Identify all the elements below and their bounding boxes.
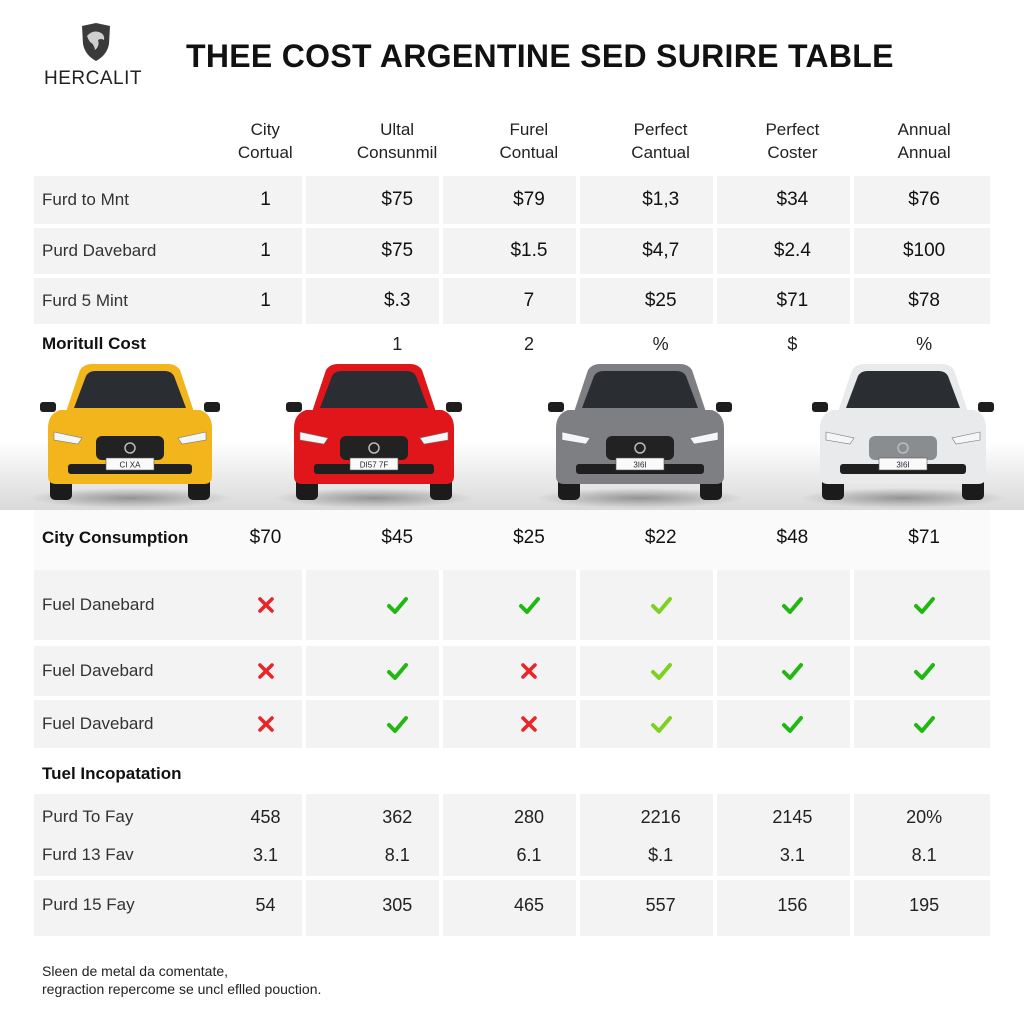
table-cell: 2216 [640, 806, 681, 827]
table-cell: $45 [381, 527, 414, 548]
column-header: Perfect Cantual [631, 120, 690, 162]
column-divider [439, 570, 443, 748]
column-divider [576, 794, 580, 936]
checkmark-icon [386, 594, 408, 616]
row-label: Fuel Davebard [42, 661, 154, 680]
cross-icon [255, 660, 277, 682]
row-label: Purd To Fay [42, 807, 134, 826]
column-header: Ultal Consunmil [356, 120, 438, 162]
section-label: Moritull Cost [42, 334, 146, 353]
row-label: Purd 15 Fay [42, 895, 135, 914]
table-cell: 465 [513, 894, 544, 915]
footnote-line: Sleen de metal da comentate, [42, 963, 229, 979]
table-cell: $1,3 [642, 189, 680, 210]
table-cell: 8.1 [384, 844, 410, 865]
table-row [34, 176, 990, 224]
table-row [34, 570, 990, 640]
status-mark [200, 660, 332, 682]
table-cell: 3.1 [779, 844, 805, 865]
table-cell: 280 [513, 806, 544, 827]
table-cell: $34 [776, 189, 809, 210]
status-mark [331, 594, 463, 616]
column-divider [439, 794, 443, 936]
table-row [34, 646, 990, 696]
table-cell: % [916, 333, 933, 354]
table-cell: $25 [513, 527, 545, 548]
column-divider [302, 176, 306, 324]
checkmark-icon [650, 660, 672, 682]
table-cell: $100 [902, 240, 946, 261]
table-row [34, 886, 990, 924]
status-mark [727, 713, 859, 735]
row-label: Purd Davebard [42, 241, 157, 260]
license-plate-text: 3I6I [896, 460, 910, 470]
page-title: THEE COST ARGENTINE SED SURIRE TABLE [186, 38, 894, 74]
section-label: Tuel Incopatation [42, 764, 182, 783]
row-label: City Consumption [42, 528, 189, 547]
table-cell: $25 [644, 290, 677, 311]
table-row [34, 700, 990, 748]
table-cell: $75 [381, 240, 414, 261]
brand-name: HERCALIT [44, 68, 142, 89]
row-label: Fuel Danebard [42, 595, 155, 614]
table-cell: 6.1 [516, 844, 542, 865]
cross-icon [518, 713, 540, 735]
brand-logo [40, 22, 152, 90]
cross-icon [255, 594, 277, 616]
table-row [34, 228, 990, 274]
cross-icon [518, 660, 540, 682]
table-row [34, 512, 990, 564]
license-plate-text: CI XA [119, 460, 141, 470]
table-cell: $70 [249, 527, 282, 548]
table-cell: 305 [382, 894, 413, 915]
table-cell: % [652, 333, 669, 354]
column-divider [302, 570, 306, 748]
column-divider [850, 570, 854, 748]
table-cell: 195 [909, 894, 940, 915]
status-mark [727, 594, 859, 616]
table-cell: $76 [908, 189, 940, 210]
status-mark [858, 660, 990, 682]
checkmark-icon [913, 660, 935, 682]
table-row [34, 838, 990, 872]
status-mark [200, 713, 332, 735]
table-cell: 3.1 [253, 844, 279, 865]
cars-illustration [0, 358, 1024, 510]
table-row [34, 800, 990, 834]
table-cell: 2 [523, 333, 534, 354]
column-header: City Cortual [237, 120, 293, 162]
table-cell: 362 [382, 806, 413, 827]
checkmark-icon [913, 713, 935, 735]
checkmark-icon [781, 713, 803, 735]
table-cell: 8.1 [911, 844, 937, 865]
table-row [34, 278, 990, 324]
checkmark-icon [913, 594, 935, 616]
checkmark-icon [386, 713, 408, 735]
shield-logo-icon [79, 22, 113, 62]
table-cell: $22 [644, 527, 677, 548]
column-divider [576, 570, 580, 748]
checkmark-icon [650, 594, 672, 616]
status-mark [331, 660, 463, 682]
table-cell: 1 [260, 290, 271, 311]
footnote-line: regraction repercome se uncl eflled pouction. [42, 981, 322, 997]
column-divider [713, 570, 717, 748]
table-cell: $.1 [648, 844, 674, 865]
status-mark [858, 594, 990, 616]
table-cell: $75 [381, 189, 414, 210]
table-cell: 54 [255, 894, 276, 915]
table-cell: $78 [908, 290, 940, 311]
column-divider [850, 794, 854, 936]
cross-icon [255, 713, 277, 735]
status-mark [595, 594, 727, 616]
car-yellow [28, 364, 231, 508]
table-cell: 7 [523, 290, 535, 311]
column-divider [576, 176, 580, 324]
table-cell: $4,7 [642, 240, 680, 261]
table-cell: 2145 [772, 806, 813, 827]
table-cell: $48 [776, 527, 809, 548]
column-headers [34, 118, 990, 164]
row-label: Furd 5 Mint [42, 291, 128, 310]
table-cell: $ [787, 333, 798, 354]
status-mark [331, 713, 463, 735]
table-cell: $79 [513, 189, 545, 210]
checkmark-icon [386, 660, 408, 682]
column-divider [713, 794, 717, 936]
car-red [275, 364, 473, 508]
status-mark [595, 713, 727, 735]
table-cell: 557 [645, 894, 676, 915]
table-cell: $1.5 [510, 240, 548, 261]
table-cell: 458 [250, 806, 281, 827]
license-plate-text: DI57 7F [359, 460, 389, 470]
table-cell: $71 [908, 527, 940, 548]
row-label: Furd to Mnt [42, 190, 129, 209]
footnote [42, 962, 321, 998]
cars-image-strip [0, 358, 1024, 510]
column-header: Annual Annual [897, 120, 951, 162]
column-divider [302, 794, 306, 936]
table-cell: 1 [260, 189, 271, 210]
checkmark-icon [781, 594, 803, 616]
status-mark [200, 594, 332, 616]
car-white [800, 364, 1006, 508]
status-mark [727, 660, 859, 682]
license-plate-text: 3I6I [633, 460, 647, 470]
section-row [34, 760, 990, 788]
status-mark [858, 713, 990, 735]
table-cell: 1 [392, 333, 403, 354]
section-row [34, 330, 990, 358]
column-divider [439, 176, 443, 324]
table-cell: 20% [906, 806, 943, 827]
table-cell: $2.4 [773, 240, 811, 261]
row-label: Fuel Davebard [42, 714, 154, 733]
table-cell: 156 [777, 894, 808, 915]
table-cell: 1 [260, 240, 271, 261]
column-divider [713, 176, 717, 324]
car-gray [536, 364, 744, 508]
column-header: Furel Contual [499, 120, 559, 162]
table-cell: $71 [776, 290, 809, 311]
column-divider [850, 176, 854, 324]
checkmark-icon [518, 594, 540, 616]
checkmark-icon [650, 713, 672, 735]
status-mark [595, 660, 727, 682]
table-cell: $.3 [384, 290, 411, 311]
column-header: Perfect Coster [765, 120, 820, 162]
row-label: Furd 13 Fav [42, 845, 134, 864]
checkmark-icon [781, 660, 803, 682]
